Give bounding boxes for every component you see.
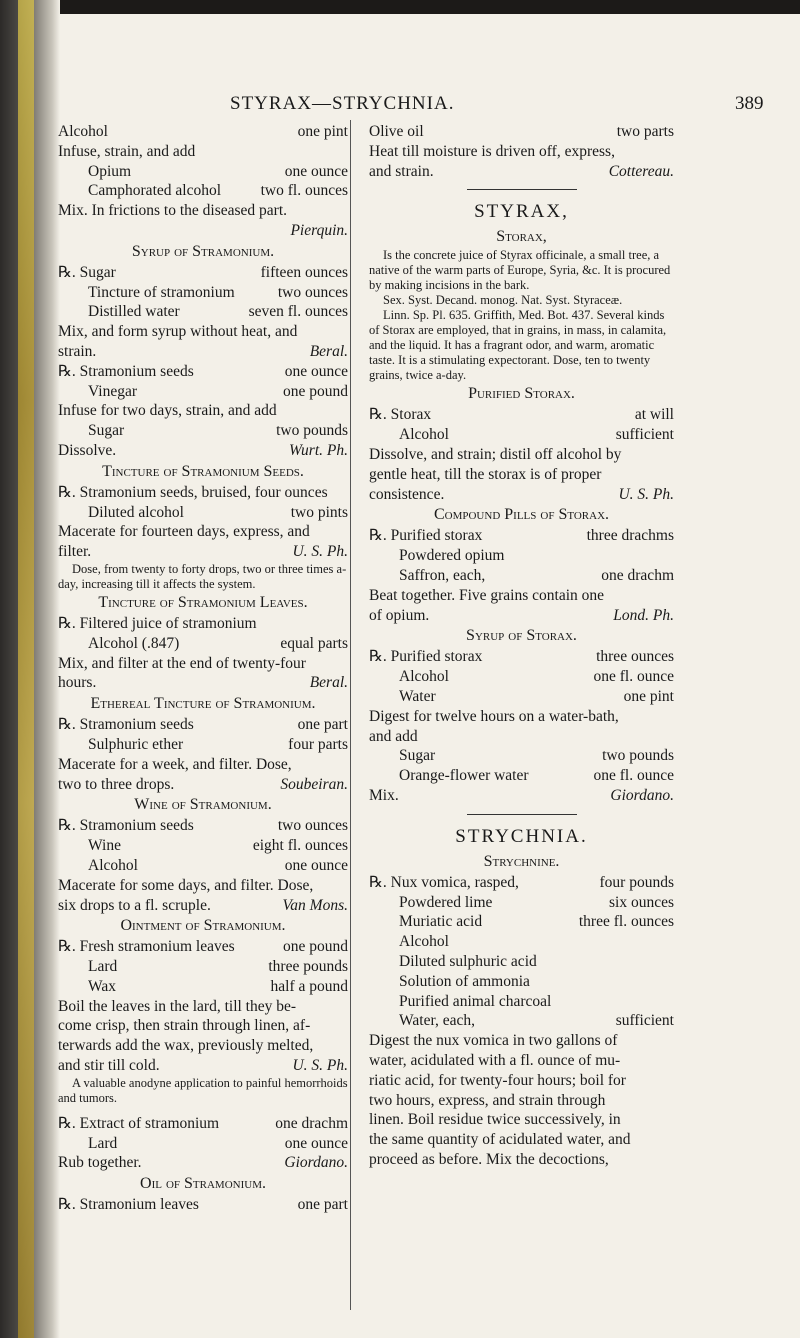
text-line: ℞. Filtered juice of stramonium [58, 614, 257, 632]
quantity: two pints [290, 503, 348, 521]
recipe-line [369, 606, 674, 626]
recipe-line [369, 122, 674, 142]
note-paragraph: Dose, from twenty to forty drops, two or three times a-day, increasing till it affects the system. [58, 561, 347, 591]
quantity: one ounce [284, 856, 348, 874]
text-line: Macerate for a week, and filter. Dose, [58, 755, 292, 773]
recipe-line [369, 485, 674, 505]
recipe-line [58, 542, 348, 562]
text-line: Purified animal charcoal [399, 992, 552, 1010]
ingredient: Wine [88, 837, 121, 855]
recipe-line [369, 873, 674, 893]
quantity: three ounces [596, 648, 674, 666]
recipe-line [58, 735, 348, 755]
ingredient: ℞. Sugar [58, 263, 116, 281]
ingredient: Alcohol [88, 856, 138, 874]
source-citation: U. S. Ph. [292, 1057, 348, 1075]
text-line: Digest for twelve hours on a water-bath, [369, 707, 619, 725]
ingredient: Sugar [399, 747, 436, 765]
text-line: riatic acid, for twenty-four hours; boil for [369, 1071, 626, 1089]
quantity: sufficient [615, 426, 674, 444]
ingredient: Alcohol [399, 426, 449, 444]
recipe-line [58, 1114, 348, 1134]
ingredient: consistence. [369, 485, 445, 503]
section-heading: Strychnine. [483, 852, 560, 870]
spacer [58, 1106, 348, 1114]
source-citation: U. S. Ph. [292, 543, 348, 561]
ingredient: Water [399, 687, 436, 705]
ingredient: Olive oil [369, 123, 424, 140]
text-line: Solution of ammonia [399, 972, 530, 990]
recipe-line [369, 667, 674, 687]
source-citation: Giordano. [284, 1154, 348, 1172]
quantity: two ounces [277, 817, 348, 835]
source-citation: Cottereau. [608, 162, 674, 180]
quantity: four parts [288, 735, 348, 753]
ingredient: Dissolve. [58, 441, 117, 459]
quantity: two ounces [277, 283, 348, 301]
text-line: Beat together. Five grains contain one [369, 586, 605, 604]
recipe-line [369, 746, 674, 766]
ingredient: Lard [88, 1134, 118, 1152]
section-heading: Tincture of Stramonium Seeds. [102, 462, 304, 480]
ingredient: ℞. Purified storax [369, 527, 483, 545]
ingredient: Water, each, [399, 1012, 476, 1030]
text-line: terwards add the wax, previously melted, [58, 1037, 314, 1055]
text-line: Macerate for fourteen days, express, and [58, 523, 310, 541]
ingredient: Orange-flower water [399, 767, 529, 785]
section-heading: Syrup of Stramonium. [131, 242, 275, 260]
section-heading: Oil of Stramonium. [140, 1175, 266, 1193]
quantity: six ounces [608, 893, 674, 911]
quantity: two fl. ounces [260, 182, 348, 200]
text-line: gentle heat, till the storax is of proper [369, 465, 602, 483]
quantity: one drachm [275, 1114, 348, 1132]
recipe-line [58, 503, 348, 523]
section-heading: Ointment of Stramonium. [120, 917, 286, 935]
quantity: one fl. ounce [593, 767, 674, 785]
ingredient: ℞. Purified storax [369, 648, 483, 666]
recipe-line [58, 181, 348, 201]
recipe-line [369, 425, 674, 445]
scan-top-edge [0, 0, 800, 14]
ingredient: ℞. Stramonium seeds [58, 362, 194, 380]
ingredient: ℞. Storax [369, 406, 432, 424]
ingredient: filter. [58, 543, 92, 561]
ingredient: Rub together. [58, 1154, 142, 1172]
ingredient: two to three drops. [58, 775, 175, 793]
section-heading: Purified Storax. [468, 385, 575, 403]
text-line: Alcohol [399, 933, 449, 951]
source-citation: Soubeiran. [280, 775, 348, 793]
text-line: Diluted sulphuric acid [399, 952, 537, 970]
ingredient: Distilled water [88, 303, 180, 321]
recipe-line [58, 1195, 348, 1215]
note-paragraph: Linn. Sp. Pl. 635. Griffith, Med. Bot. 437. Several kinds of Storax are employed, that in grains, in mass, in calamita, and the liquid. It has a fragrant odor, and warm, aromatic taste. It is a stimulating expectorant. Dose, ten to twenty grains, twice a-day. [369, 308, 667, 383]
quantity: one fl. ounce [593, 668, 674, 686]
quantity: one ounce [284, 162, 348, 180]
recipe-line [58, 302, 348, 322]
recipe-line [58, 421, 348, 441]
quantity: two parts [616, 123, 674, 140]
ingredient: Wax [88, 977, 117, 995]
running-title: STYRAX—STRYCHNIA. [230, 93, 455, 114]
text-line: come crisp, then strain through linen, af- [58, 1017, 311, 1035]
ingredient: six drops to a fl. scruple. [58, 896, 211, 914]
recipe-line [369, 1011, 674, 1031]
ingredient: of opium. [369, 606, 430, 624]
recipe-line [58, 1153, 348, 1173]
recipe-line [58, 957, 348, 977]
ingredient: and stir till cold. [58, 1057, 160, 1075]
text-line: Boil the leaves in the lard, till they be- [58, 997, 297, 1015]
recipe-line [58, 441, 348, 461]
ingredient: Lard [88, 958, 118, 976]
quantity: eight fl. ounces [252, 837, 348, 855]
ingredient: Camphorated alcohol [88, 182, 221, 200]
source-citation: U. S. Ph. [618, 485, 674, 503]
recipe-line [369, 766, 674, 786]
text-line: Digest the nux vomica in two gallons of [369, 1032, 618, 1050]
recipe-line [369, 912, 674, 932]
text-line: water, acidulated with a fl. ounce of mu- [369, 1051, 621, 1069]
ingredient: ℞. Stramonium seeds [58, 817, 194, 835]
recipe-line [58, 283, 348, 303]
ingredient: and strain. [369, 162, 434, 180]
section-heading: Ethereal Tincture of Stramonium. [90, 695, 316, 713]
source-line [58, 221, 348, 241]
quantity: one part [297, 716, 348, 734]
note-paragraph: Is the concrete juice of Styrax officinale, a small tree, a native of the warm parts of Europe, Syria, &c. It is procured by making incisions in the bark. [369, 248, 671, 293]
text-line: proceed as before. Mix the decoctions, [369, 1150, 609, 1168]
source-citation: Beral. [309, 674, 348, 692]
text-line: Infuse, strain, and add [58, 142, 196, 160]
recipe-line [369, 893, 674, 913]
quantity: four pounds [599, 873, 674, 891]
quantity: one pound [282, 938, 348, 956]
ingredient: Opium [88, 162, 132, 180]
recipe-line [58, 816, 348, 836]
text-line: Heat till moisture is driven off, express, [369, 142, 615, 160]
chapter-heading: STYRAX, [474, 201, 569, 223]
page-header [0, 93, 800, 119]
source-citation: Van Mons. [282, 896, 348, 914]
section-heading: Compound Pills of Storax. [433, 506, 610, 524]
text-line: Mix, and filter at the end of twenty-four [58, 654, 306, 672]
quantity: at will [634, 406, 674, 424]
source-citation: Lond. Ph. [613, 606, 674, 624]
text-line: linen. Boil residue twice successively, in [369, 1111, 621, 1129]
text-line: Infuse for two days, strain, and add [58, 402, 277, 420]
ingredient: Tincture of stramonium [88, 283, 235, 301]
quantity: three drachms [586, 527, 674, 545]
chapter-heading: STRYCHNIA. [455, 825, 588, 847]
recipe-line [58, 836, 348, 856]
text-line: Powdered opium [399, 547, 505, 565]
recipe-line [369, 687, 674, 707]
recipe-line [58, 162, 348, 182]
quantity: one drachm [601, 566, 674, 584]
ingredient: Alcohol (.847) [88, 634, 180, 652]
section-rule [467, 189, 577, 190]
ingredient: Vinegar [88, 382, 137, 400]
recipe-line [58, 382, 348, 402]
recipe-line [58, 715, 348, 735]
recipe-line [58, 937, 348, 957]
ingredient: Saffron, each, [399, 566, 486, 584]
quantity: two pounds [276, 422, 348, 440]
quantity: three fl. ounces [578, 913, 674, 931]
recipe-line [58, 1134, 348, 1154]
quantity: one ounce [284, 362, 348, 380]
text-line: ℞. Stramonium seeds, bruised, four ounces [58, 483, 328, 501]
recipe-line [58, 673, 348, 693]
page-number: 389 [735, 93, 764, 114]
section-heading: Tincture of Stramonium Leaves. [98, 593, 308, 611]
source-citation: Beral. [309, 342, 348, 360]
ingredient: ℞. Stramonium seeds [58, 716, 194, 734]
recipe-line [58, 342, 348, 362]
ingredient: Mix. [369, 786, 399, 804]
recipe-line [58, 263, 348, 283]
recipe-line [369, 526, 674, 546]
ingredient: hours. [58, 674, 97, 692]
ingredient: ℞. Nux vomica, rasped, [369, 873, 519, 891]
recipe-line [58, 775, 348, 795]
quantity: one ounce [284, 1134, 348, 1152]
ingredient: Muriatic acid [399, 913, 483, 931]
recipe-line [369, 162, 674, 182]
column-divider [350, 120, 351, 1310]
ingredient: Sulphuric ether [88, 735, 184, 753]
section-rule [467, 814, 577, 815]
quantity: equal parts [280, 634, 348, 652]
ingredient: ℞. Extract of stramonium [58, 1114, 220, 1132]
section-heading: Syrup of Storax. [466, 627, 577, 645]
recipe-line [369, 786, 674, 806]
recipe-line [58, 122, 348, 142]
quantity: half a pound [270, 977, 348, 995]
quantity: seven fl. ounces [248, 303, 348, 321]
quantity: one pound [282, 382, 348, 400]
source-citation: Wurt. Ph. [289, 441, 348, 459]
left-column [58, 122, 348, 1215]
note-paragraph: A valuable anodyne application to painful hemorrhoids and tumors. [58, 1075, 348, 1105]
ingredient: Powdered lime [399, 893, 493, 911]
recipe-line [58, 634, 348, 654]
ingredient: ℞. Stramonium leaves [58, 1196, 199, 1214]
ingredient: strain. [58, 342, 97, 360]
ingredient: Sugar [88, 422, 125, 440]
quantity: three pounds [268, 958, 348, 976]
ingredient: ℞. Fresh stramonium leaves [58, 938, 235, 956]
source-citation: Giordano. [610, 786, 674, 804]
recipe-line [58, 1056, 348, 1076]
recipe-line [58, 977, 348, 997]
text-line: and add [369, 727, 418, 745]
text-line: Macerate for some days, and filter. Dose, [58, 876, 314, 894]
recipe-line [369, 647, 674, 667]
quantity: two pounds [602, 747, 674, 765]
source-citation: Pierquin. [290, 221, 348, 239]
section-heading: Wine of Stramonium. [134, 796, 272, 814]
text-line: two hours, express, and strain through [369, 1091, 606, 1109]
text-line: Mix, and form syrup without heat, and [58, 323, 298, 341]
quantity: fifteen ounces [260, 263, 348, 281]
recipe-line [58, 856, 348, 876]
section-heading: Storax, [496, 228, 547, 246]
quantity: one pint [297, 123, 348, 140]
recipe-line [58, 896, 348, 916]
ingredient: Alcohol [399, 668, 449, 686]
right-column [369, 122, 674, 1170]
recipe-line [58, 362, 348, 382]
quantity: one part [297, 1196, 348, 1214]
recipe-line [369, 566, 674, 586]
text-line: Dissolve, and strain; distil off alcohol by [369, 445, 622, 463]
text-line: the same quantity of acidulated water, and [369, 1131, 631, 1149]
note-paragraph: Sex. Syst. Decand. monog. Nat. Syst. Styraceæ. [383, 293, 623, 308]
quantity: one pint [623, 687, 674, 705]
quantity: sufficient [615, 1012, 674, 1030]
binding-strip [18, 0, 34, 1338]
recipe-line [369, 405, 674, 425]
text-line: Mix. In frictions to the diseased part. [58, 202, 288, 220]
ingredient: Diluted alcohol [88, 503, 184, 521]
ingredient: Alcohol [58, 123, 108, 140]
